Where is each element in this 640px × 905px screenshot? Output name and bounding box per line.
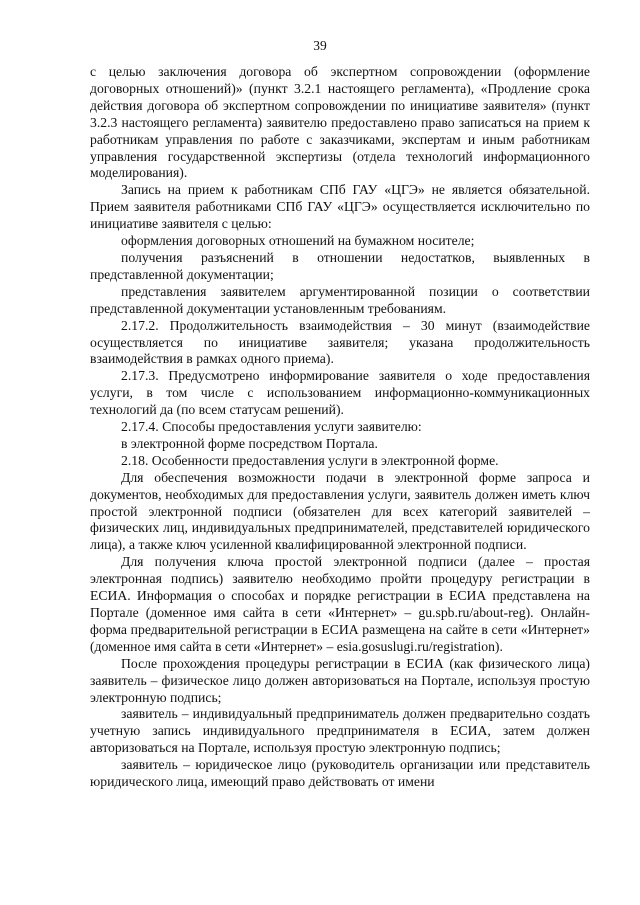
- paragraph: 2.18. Особенности предоставления услуги в электронной форме.: [121, 452, 499, 468]
- paragraph: Для получения ключа простой электронной подписи (далее – простая электронная подпись) заявителю необходимо пройти процедуру регистрации в ЕСИА. Информация о способах и порядке регистрации в ЕСИА представлена на Портале (доменное имя сайта в сети «Интернет» – gu.spb.ru/about-reg). Онлайн-форма предварительной регистрации в ЕСИА размещена на сайте в сети «Интернет» (доменное имя сайта в сети «Интернет» – esia.gosuslugi.ru/registration).: [90, 554, 590, 654]
- paragraph: в электронной форме посредством Портала.: [121, 435, 378, 451]
- paragraph: представления заявителем аргументированной позиции о соответствии представленной документации установленным требованиям.: [90, 283, 590, 316]
- paragraph: 2.17.3. Предусмотрено информирование заявителя о ходе предоставления услуги, в том числе с использованием информационно-коммуникационных технологий да (по всем статусам решений).: [90, 368, 590, 418]
- paragraph: Для обеспечения возможности подачи в электронной форме запроса и документов, необходимых для предоставления услуги, заявитель должен иметь ключ простой электронной подписи (обязателен для всех категорий заявителей – физических лиц, индивидуальных предпринимателей, представителей юридического лица), а также ключ усиленной квалифицированной электронной подписи.: [90, 469, 590, 553]
- page-number: 39: [313, 38, 327, 53]
- paragraph: После прохождения процедуры регистрации в ЕСИА (как физического лица) заявитель – физическое лицо должен авторизоваться на Портале, используя простую электронную подпись;: [90, 655, 590, 705]
- paragraph: заявитель – юридическое лицо (руководитель организации или представитель юридического лица, имеющий право действовать от имени: [90, 757, 590, 790]
- paragraph: оформления договорных отношений на бумажном носителе;: [121, 233, 475, 249]
- paragraph: 2.17.4. Способы предоставления услуги заявителю:: [121, 419, 422, 435]
- document-body: [90, 64, 590, 791]
- paragraph: получения разъяснений в отношении недостатков, выявленных в представленной документации;: [90, 249, 590, 282]
- paragraph: с целью заключения договора об экспертном сопровождении (оформление договорных отношений)» (пункт 3.2.1 настоящего регламента), «Продление срока действия договора об экспертном сопровождении по инициативе заявителя» (пункт 3.2.3 настоящего регламента) заявителю предоставлено право записаться на прием к работникам управления по работе с заказчиками, экспертам и иным работникам управления государственной экспертизы (отдела технологий информационного моделирования).: [90, 64, 590, 181]
- paragraph: 2.17.2. Продолжительность взаимодействия – 30 минут (взаимодействие осуществляется по инициативе заявителя; указана продолжительность взаимодействия в рамках одного приема).: [90, 317, 590, 367]
- paragraph: заявитель – индивидуальный предприниматель должен предварительно создать учетную запись индивидуального предпринимателя в ЕСИА, затем должен авторизоваться на Портале, используя простую электронную подпись;: [90, 706, 590, 756]
- paragraph: Запись на прием к работникам СПб ГАУ «ЦГЭ» не является обязательной. Прием заявителя работниками СПб ГАУ «ЦГЭ» осуществляется исключительно по инициативе заявителя с целью:: [90, 182, 590, 232]
